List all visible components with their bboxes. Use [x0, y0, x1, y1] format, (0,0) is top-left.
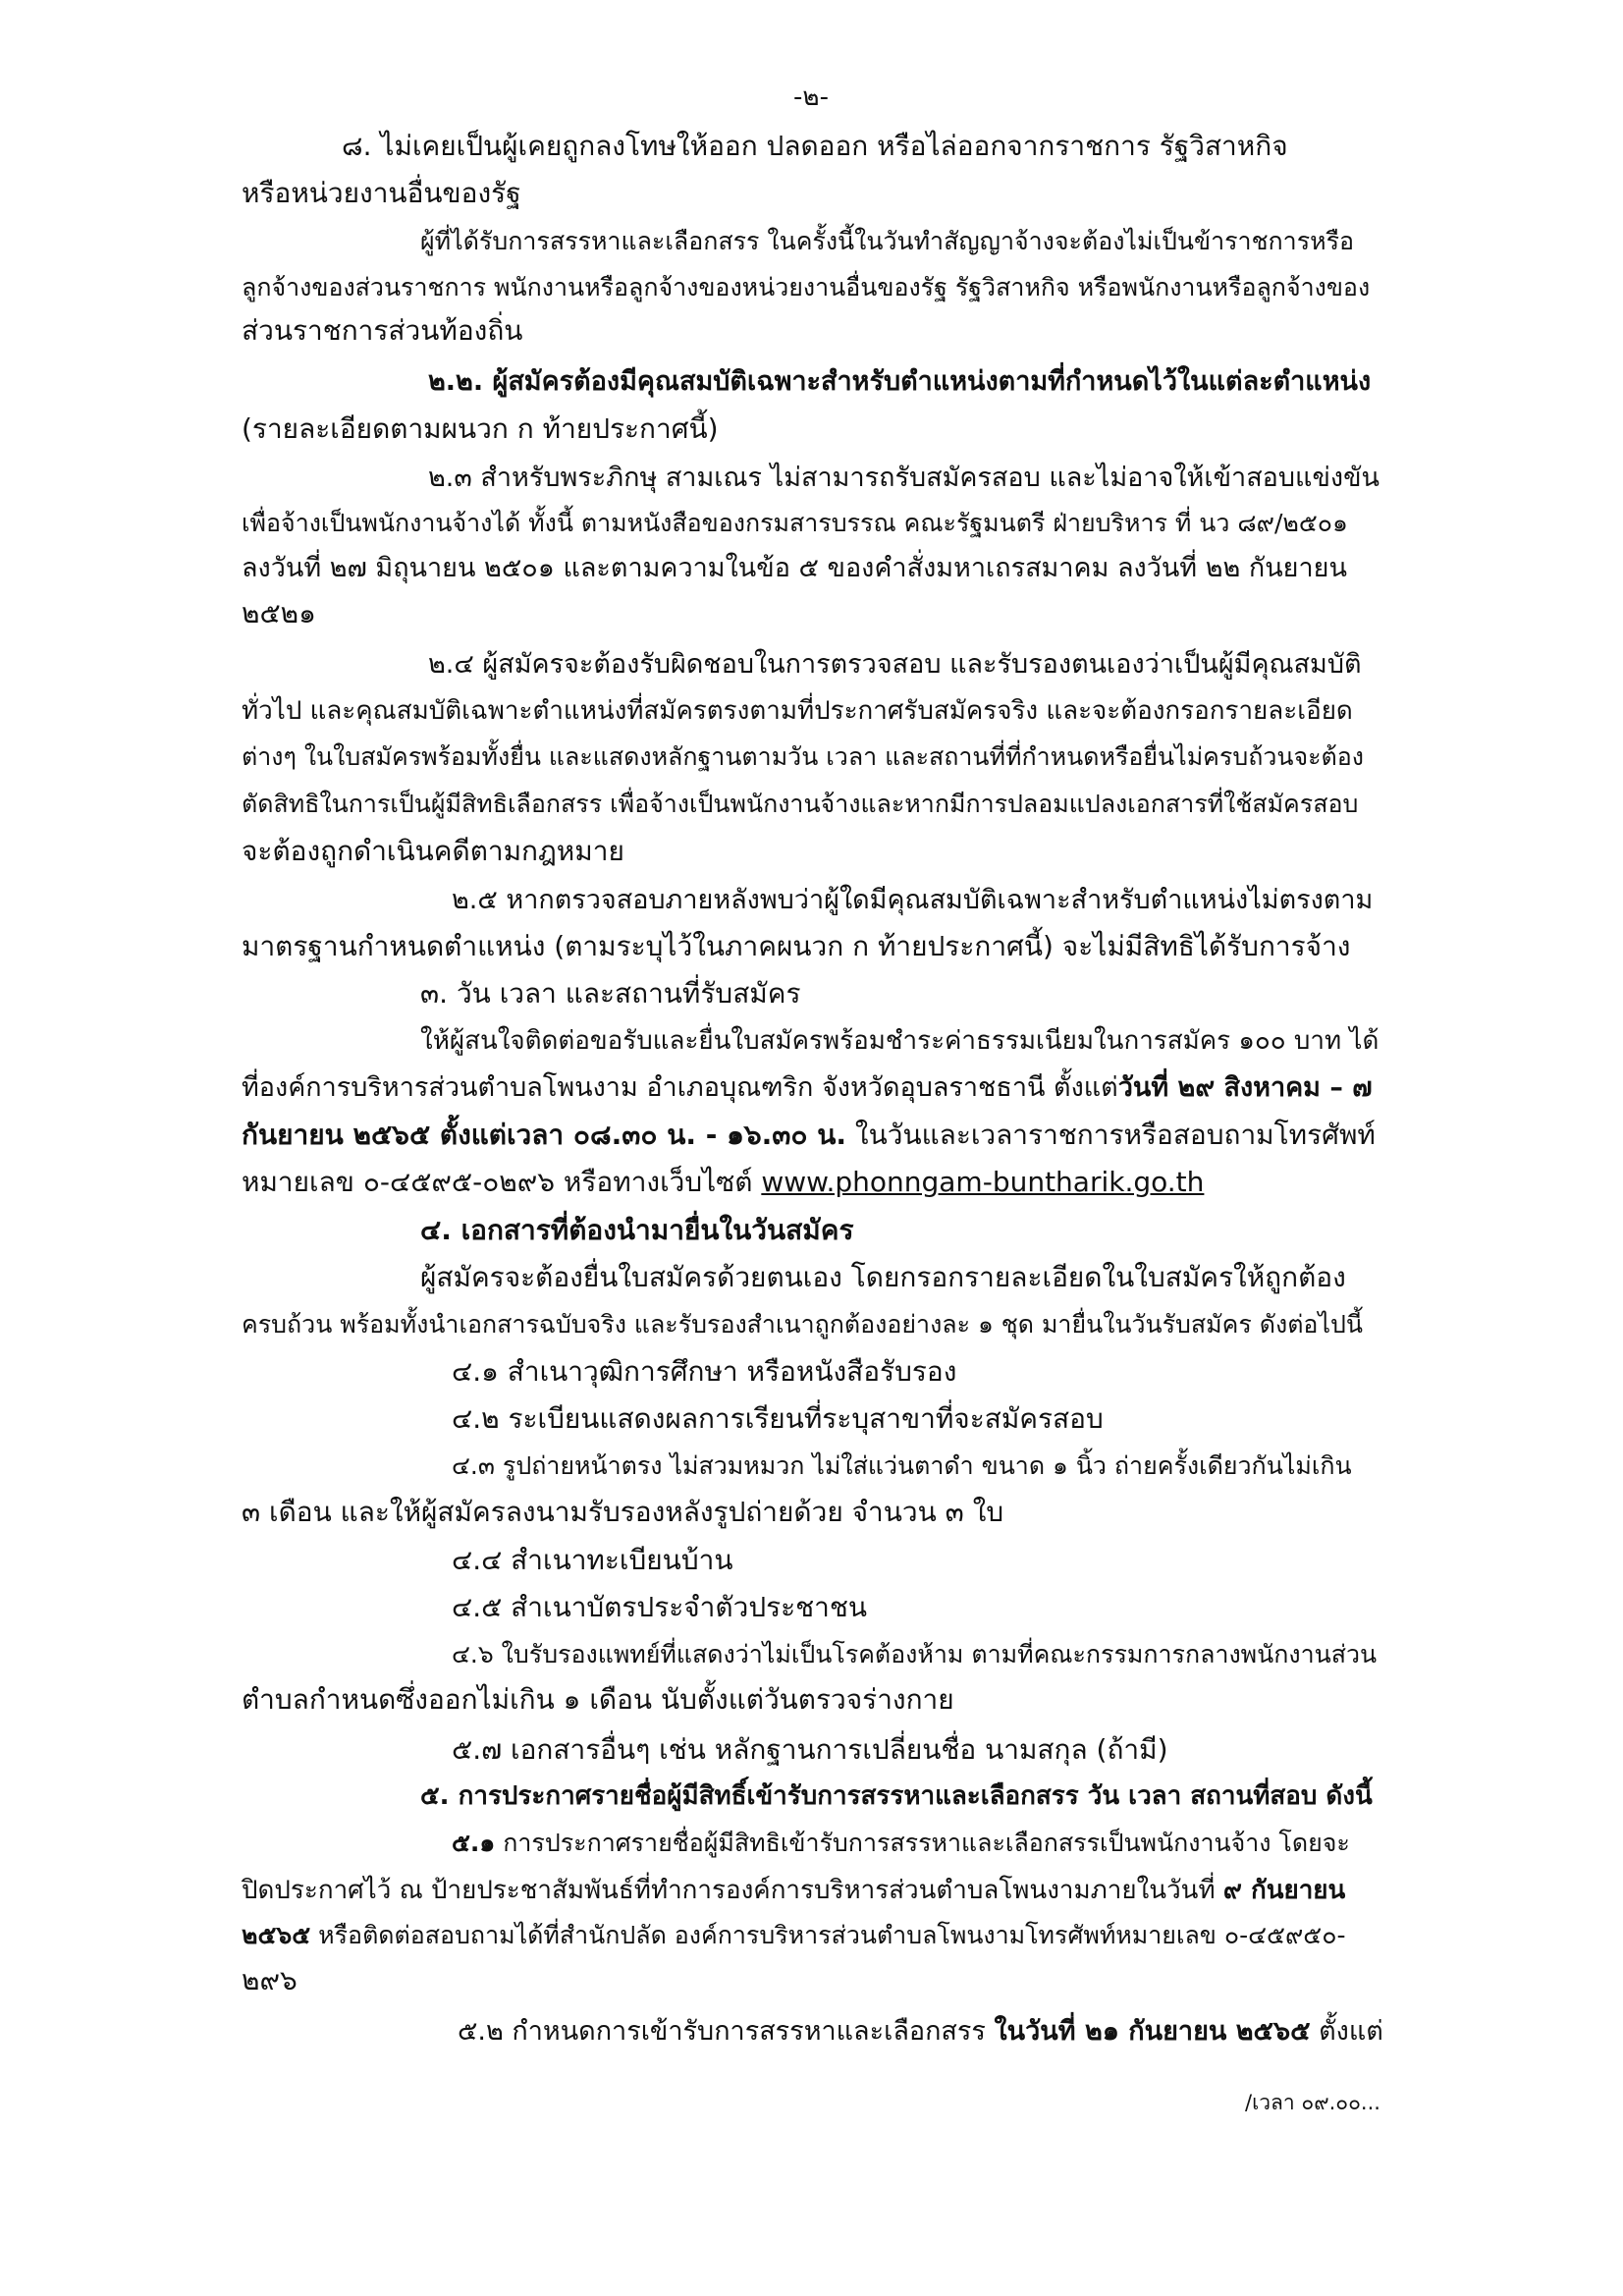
section-heading: ๒.๒. ผู้สมัครต้องมีคุณสมบัติเฉพาะสำหรับตำแหน่งตามที่กำหนดไว้ในแต่ละตำแหน่ง: [428, 366, 1372, 397]
list-item: ๔.๑ สำเนาวุฒิการศึกษา หรือหนังสือรับรอง: [452, 1355, 957, 1388]
text-line: จะต้องถูกดำเนินคดีตามกฎหมาย: [242, 835, 624, 867]
text-line: ให้ผู้สนใจติดต่อขอรับและยื่นใบสมัครพร้อมชำระค่าธรรมเนียมในการสมัคร ๑๐๐ บาท ได้: [420, 1026, 1380, 1056]
text-span: ปิดประกาศไว้ ณ ป้ายประชาสัมพันธ์ที่ทำการองค์การบริหารส่วนตำบลโพนงามภายในวันที่: [242, 1876, 1223, 1905]
text-span: ตั้งแต่: [1310, 2016, 1383, 2047]
text-span: การประกาศรายชื่อผู้มีสิทธิเข้ารับการสรรหาและเลือกสรรเป็นพนักงานจ้าง โดยจะ: [495, 1829, 1350, 1857]
bold-span: ๒๕๖๕: [242, 1921, 311, 1949]
bold-span: กันยายน ๒๕๖๕ ตั้งแต่เวลา ๐๘.๓๐ น. - ๑๖.๓๐ น.: [242, 1119, 847, 1151]
text-line: ๒๙๖: [242, 1964, 298, 1996]
text-line: ผู้ที่ได้รับการสรรหาและเลือกสรร ในครั้งนี้ในวันทำสัญญาจ้างจะต้องไม่เป็นข้าราชการหรือ: [420, 227, 1355, 255]
text-span: หมายเลข ๐-๔๕๙๕-๐๒๙๖ หรือทางเว็บไซต์: [242, 1166, 762, 1198]
list-item: ๔.๒ ระเบียนแสดงผลการเรียนที่ระบุสาขาที่จะสมัครสอบ: [452, 1402, 1104, 1435]
text-line: [458, 2013, 1383, 2050]
section-heading: ๔. เอกสารที่ต้องนำมายื่นในวันสมัคร: [420, 1214, 854, 1246]
text-line: [242, 1069, 1373, 1107]
text-line: ส่วนราชการส่วนท้องถิ่น: [242, 314, 523, 347]
text-line: ๒.๔ ผู้สมัครจะต้องรับผิดชอบในการตรวจสอบ และรับรองตนเองว่าเป็นผู้มีคุณสมบัติ: [428, 649, 1362, 680]
text-line: ๒๕๒๑: [242, 597, 316, 629]
text-span: ๕.๒ กำหนดการเข้ารับการสรรหาและเลือกสรร: [458, 2016, 995, 2047]
text-line: ผู้สมัครจะต้องยื่นใบสมัครด้วยตนเอง โดยกรอกรายละเอียดในใบสมัครให้ถูกต้อง: [420, 1261, 1346, 1293]
text-span: ที่องค์การบริหารส่วนตำบลโพนงาม อำเภอบุณฑริก จังหวัดอุบลราชธานี ตั้งแต่: [242, 1072, 1118, 1103]
continuation-marker: /เวลา ๐๙.๐๐...: [1245, 2091, 1380, 2114]
text-line: ลูกจ้างของส่วนราชการ พนักงานหรือลูกจ้างของหน่วยงานอื่นของรัฐ รัฐวิสาหกิจ หรือพนักงานหรือลูกจ้างของ: [242, 273, 1371, 301]
text-line: ๒.๕ หากตรวจสอบภายหลังพบว่าผู้ใดมีคุณสมบัติเฉพาะสำหรับตำแหน่งไม่ตรงตาม: [452, 885, 1374, 915]
list-item: ๔.๖ ใบรับรองแพทย์ที่แสดงว่าไม่เป็นโรคต้องห้าม ตามที่คณะกรรมการกลางพนักงานส่วน: [452, 1640, 1378, 1668]
list-item: ๕.๗ เอกสารอื่นๆ เช่น หลักฐานการเปลี่ยนชื่อ นามสกุล (ถ้ามี): [452, 1733, 1168, 1766]
text-line: หรือหน่วยงานอื่นของรัฐ: [242, 177, 521, 209]
bold-span: ๙ กันยายน: [1222, 1876, 1346, 1905]
page-number: -๒-: [793, 82, 829, 112]
text-line: ทั่วไป และคุณสมบัติเฉพาะตำแหน่งที่สมัครตรงตามที่ประกาศรับสมัครจริง และจะต้องกรอกรายละเอียด: [242, 696, 1353, 726]
list-item: ๔.๔ สำเนาทะเบียนบ้าน: [452, 1544, 733, 1576]
text-line: [242, 1164, 1204, 1201]
text-line: มาตรฐานกำหนดตำแหน่ง (ตามระบุไว้ในภาคผนวก ก ท้ายประกาศนี้) จะไม่มีสิทธิได้รับการจ้าง: [242, 930, 1351, 962]
text-line: (รายละเอียดตามผนวก ก ท้ายประกาศนี้): [242, 412, 719, 445]
text-line: ครบถ้วน พร้อมทั้งนำเอกสารฉบับจริง และรับรองสำเนาถูกต้องอย่างละ ๑ ชุด มายื่นในวันรับสมัคร ดังต่อไปนี้: [242, 1310, 1363, 1339]
section-heading: ๓. วัน เวลา และสถานที่รับสมัคร: [420, 977, 801, 1010]
text-line: เพื่อจ้างเป็นพนักงานจ้างได้ ทั้งนี้ ตามหนังสือของกรมสารบรรณ คณะรัฐมนตรี ฝ่ายบริหาร ที่ นว ๘๙/๒๕๐๑: [242, 509, 1348, 537]
section-heading: ๕. การประกาศรายชื่อผู้มีสิทธิ์เข้ารับการสรรหาและเลือกสรร วัน เวลา สถานที่สอบ ดังนี้: [420, 1781, 1373, 1811]
text-line: ต่างๆ ในใบสมัครพร้อมทั้งยื่น และแสดงหลักฐานตามวัน เวลา และสถานที่ที่กำหนดหรือยื่นไม่ครบถ้วนจะต้อง: [242, 742, 1364, 771]
text-line: ตัดสิทธิในการเป็นผู้มีสิทธิเลือกสรร เพื่อจ้างเป็นพนักงานจ้างและหากมีการปลอมแปลงเอกสารที่ใช้สมัครสอบ: [242, 790, 1359, 818]
text-line: [242, 1117, 1376, 1154]
bold-span: ๕.๑: [452, 1829, 496, 1857]
text-line: [452, 1825, 1350, 1862]
bold-span: ในวันที่ ๒๑ กันยายน ๒๕๖๕: [994, 2016, 1311, 2047]
text-line: [242, 1872, 1345, 1909]
website-link[interactable]: www.phonngam-buntharik.go.th: [761, 1166, 1205, 1198]
text-span: หรือติดต่อสอบถามได้ที่สำนักปลัด องค์การบริหารส่วนตำบลโพนงามโทรศัพท์หมายเลข ๐-๔๕๙๕๐-: [310, 1921, 1346, 1949]
bold-span: วันที่ ๒๙ สิงหาคม – ๗: [1117, 1072, 1373, 1103]
text-line: [242, 1917, 1345, 1954]
text-line: ๓ เดือน และให้ผู้สมัครลงนามรับรองหลังรูปถ่ายด้วย จำนวน ๓ ใบ: [242, 1496, 1004, 1528]
text-line: ๒.๓ สำหรับพระภิกษุ สามเณร ไม่สามารถรับสมัครสอบ และไม่อาจให้เข้าสอบแข่งขัน: [428, 463, 1380, 493]
text-span: ในวันและเวลาราชการหรือสอบถามโทรศัพท์: [846, 1119, 1376, 1151]
text-line: ตำบลกำหนดซึ่งออกไม่เกิน ๑ เดือน นับตั้งแต่วันตรวจร่างกาย: [242, 1683, 954, 1716]
text-line: ๘. ไม่เคยเป็นผู้เคยถูกลงโทษให้ออก ปลดออก หรือไล่ออกจากราชการ รัฐวิสาหกิจ: [342, 130, 1288, 162]
list-item: ๔.๕ สำเนาบัตรประจำตัวประชาชน: [452, 1591, 868, 1623]
list-item: ๔.๓ รูปถ่ายหน้าตรง ไม่สวมหมวก ไม่ใส่แว่นตาดำ ขนาด ๑ นิ้ว ถ่ายครั้งเดียวกันไม่เกิน: [452, 1451, 1352, 1480]
text-line: ลงวันที่ ๒๗ มิถุนายน ๒๕๐๑ และตามความในข้อ ๕ ของคำสั่งมหาเถรสมาคม ลงวันที่ ๒๒ กันยายน: [242, 553, 1347, 583]
